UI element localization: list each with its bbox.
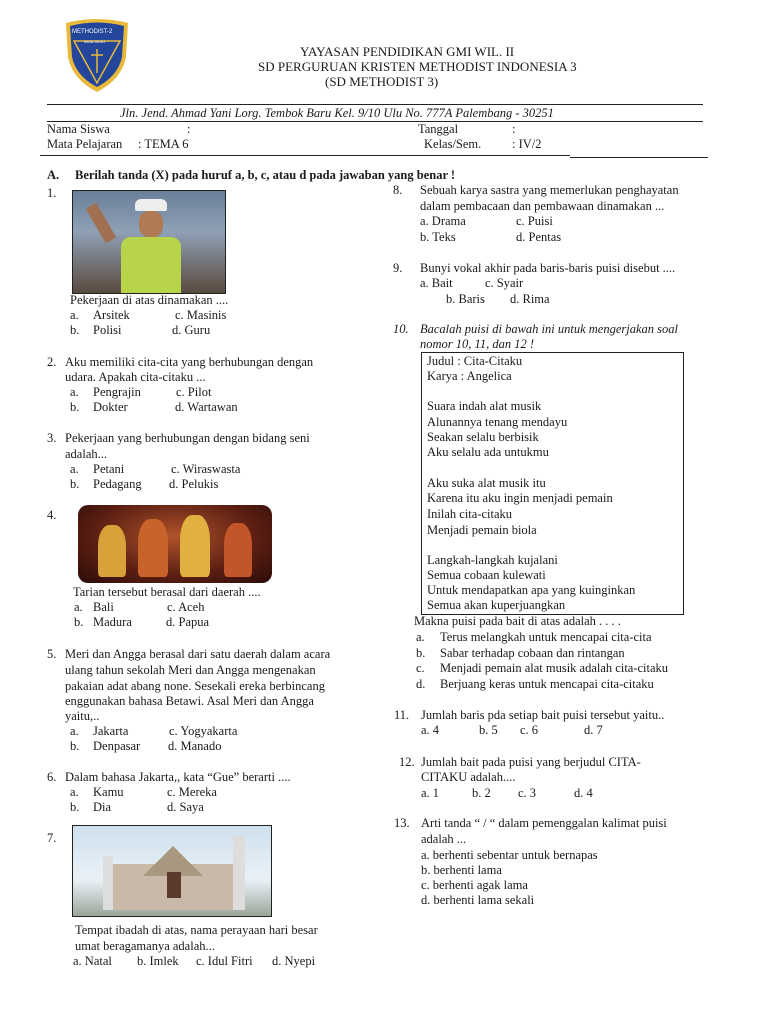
q4-question: Tarian tersebut berasal dari daerah .... <box>73 585 261 599</box>
poem-line: Langkah-langkah kujalani <box>427 553 558 567</box>
q7-option-c[interactable]: c. Idul Fitri <box>196 954 253 968</box>
q5-option-a[interactable]: a. <box>70 724 79 738</box>
q1-option-c[interactable]: c. Masinis <box>175 308 227 322</box>
q11-question: Jumlah baris pda setiap bait puisi tersebut yaitu.. <box>421 708 665 722</box>
q1-option-a[interactable]: a. <box>70 308 79 322</box>
poem-author: Karya : Angelica <box>427 369 512 383</box>
q7-question-line1: Tempat ibadah di atas, nama perayaan hari besar <box>75 923 318 937</box>
q6-option-a-text[interactable]: Kamu <box>93 785 124 799</box>
poem-line: Seakan selalu berbisik <box>427 430 539 444</box>
q5-question-line2: ulang tahun sekolah Meri dan Angga mengenakan <box>65 663 316 677</box>
q13-question-line2: adalah ... <box>421 832 467 846</box>
q3-option-d[interactable]: d. Pelukis <box>169 477 219 491</box>
q8-option-a[interactable]: a. Drama <box>420 214 466 228</box>
q12-option-d[interactable]: d. 4 <box>574 786 593 800</box>
q4-option-c[interactable]: c. Aceh <box>167 600 205 614</box>
q7-number: 7. <box>47 831 57 845</box>
q10-number: 10. <box>393 322 409 336</box>
q1-option-a-text[interactable]: Arsitek <box>93 308 130 322</box>
org-line-1: YAYASAN PENDIDIKAN GMI WIL. II <box>300 44 515 59</box>
q13-number: 13. <box>394 816 410 830</box>
q10-option-a-text[interactable]: Terus melangkah untuk mencapai cita-cita <box>440 630 652 644</box>
q1-number: 1. <box>47 186 57 200</box>
q6-option-c[interactable]: c. Mereka <box>167 785 217 799</box>
q12-option-c[interactable]: c. 3 <box>518 786 537 800</box>
logo-text: METHODIST-2 <box>72 29 113 35</box>
q2-option-b[interactable]: b. <box>70 400 80 414</box>
q5-question-line4: enggunakan bahasa Betawi. Asal Meri dan Angga <box>65 694 314 708</box>
header-rule-bottom <box>47 121 703 122</box>
q4-option-b-text[interactable]: Madura <box>93 615 132 629</box>
q3-option-a[interactable]: a. <box>70 462 79 476</box>
form-rule-right <box>570 157 708 158</box>
q10-instruction-line2: nomor 10, 11, dan 12 ! <box>420 337 535 351</box>
q5-question-line1: Meri dan Angga berasal dari satu daerah dalam acara <box>65 647 331 661</box>
name-field[interactable]: : <box>187 122 191 136</box>
q7-option-b[interactable]: b. Imlek <box>137 954 179 968</box>
q7-option-a[interactable]: a. Natal <box>73 954 112 968</box>
q8-option-b[interactable]: b. Teks <box>420 230 456 244</box>
org-line-2: SD PERGURUAN KRISTEN METHODIST INDONESIA 3 <box>258 59 577 74</box>
school-address: Jln. Jend. Ahmad Yani Lorg. Tembok Baru Kel. 9/10 Ulu No. 777A Palembang - 30251 <box>120 106 554 120</box>
school-logo <box>62 17 132 93</box>
q11-option-a[interactable]: a. 4 <box>421 723 440 737</box>
q5-option-c[interactable]: c. Yogyakarta <box>169 724 238 738</box>
q5-question-line3: pakaian adat abang none. Sesekali ereka berbincang <box>65 679 325 693</box>
q6-question: Dalam bahasa Jakarta,, kata “Gue” berarti .... <box>65 770 291 784</box>
q3-option-a-text[interactable]: Petani <box>93 462 125 476</box>
q7-option-d[interactable]: d. Nyepi <box>272 954 316 968</box>
logo-motto: AKAL BUDI <box>84 39 105 44</box>
date-label: Tanggal <box>418 122 459 136</box>
q5-question-line5: yaitu,.. <box>65 709 100 723</box>
q3-question-line1: Pekerjaan yang berhubungan dengan bidang seni <box>65 431 310 445</box>
q4-option-d[interactable]: d. Papua <box>166 615 210 629</box>
q11-number: 11. <box>394 708 410 722</box>
class-label: Kelas/Sem. <box>424 137 482 151</box>
q7-question-line2: umat beragamanya adalah... <box>75 939 215 953</box>
q2-option-b-text[interactable]: Dokter <box>93 400 128 414</box>
q2-option-a[interactable]: a. <box>70 385 79 399</box>
q11-option-d[interactable]: d. 7 <box>584 723 603 737</box>
q3-option-b-text[interactable]: Pedagang <box>93 477 142 491</box>
q10-option-d-text[interactable]: Berjuang keras untuk mencapai cita-citaku <box>440 677 654 691</box>
poem-line: Karena itu aku ingin menjadi pemain <box>427 491 613 505</box>
q9-question: Bunyi vokal akhir pada baris-baris puisi disebut .... <box>420 261 676 275</box>
q6-option-d[interactable]: d. Saya <box>167 800 204 814</box>
q13-option-c[interactable]: c. berhenti agak lama <box>421 878 528 892</box>
q8-option-c[interactable]: c. Puisi <box>516 214 553 228</box>
q13-option-d[interactable]: d. berhenti lama sekali <box>421 893 535 907</box>
org-line-3: (SD METHODIST 3) <box>325 74 439 89</box>
q3-number: 3. <box>47 431 57 445</box>
q13-option-a[interactable]: a. berhenti sebentar untuk bernapas <box>421 848 598 862</box>
q13-option-b[interactable]: b. berhenti lama <box>421 863 502 877</box>
q4-option-b[interactable]: b. <box>74 615 84 629</box>
header-rule-top <box>47 104 703 105</box>
name-label: Nama Siswa <box>47 122 110 136</box>
q5-option-b-text[interactable]: Denpasar <box>93 739 141 753</box>
q10-option-c[interactable]: c. <box>416 661 425 675</box>
q11-option-c[interactable]: c. 6 <box>520 723 539 737</box>
q2-option-a-text[interactable]: Pengrajin <box>93 385 141 399</box>
section-instruction: Berilah tanda (X) pada huruf a, b, c, atau d pada jawaban yang benar ! <box>75 168 456 182</box>
q8-option-d[interactable]: d. Pentas <box>516 230 562 244</box>
q5-number: 5. <box>47 647 57 661</box>
poem-line: Semua cobaan kulewati <box>427 568 546 582</box>
q11-option-b[interactable]: b. 5 <box>479 723 498 737</box>
q10-option-b-text[interactable]: Sabar terhadap cobaan dan rintangan <box>440 646 625 660</box>
q8-question-line2: dalam pembacaan dan pembawaan dinamakan ... <box>420 199 665 213</box>
dancers-photo <box>78 505 272 583</box>
subject-label: Mata Pelajaran <box>47 137 123 151</box>
q10-option-a[interactable]: a. <box>416 630 425 644</box>
q1-option-d[interactable]: d. Guru <box>172 323 211 337</box>
q9-option-c[interactable]: c. Syair <box>485 276 524 290</box>
poem-line: Suara indah alat musik <box>427 399 542 413</box>
q12-option-a[interactable]: a. 1 <box>421 786 440 800</box>
q8-question-line1: Sebuah karya sastra yang memerlukan penghayatan <box>420 183 679 197</box>
q3-option-b[interactable]: b. <box>70 477 80 491</box>
poem-title: Judul : Cita-Citaku <box>427 354 523 368</box>
poem-line: Semua akan kuperjuangkan <box>427 598 566 612</box>
q1-question: Pekerjaan di atas dinamakan .... <box>70 293 229 307</box>
poem-line: Alunannya tenang mendayu <box>427 415 568 429</box>
q5-option-b[interactable]: b. <box>70 739 80 753</box>
q2-question-line1: Aku memiliki cita-cita yang berhubungan dengan <box>65 355 314 369</box>
q9-option-d[interactable]: d. Rima <box>510 292 550 306</box>
q6-number: 6. <box>47 770 57 784</box>
q3-question-line2: adalah... <box>65 447 107 461</box>
q8-number: 8. <box>393 183 403 197</box>
q9-number: 9. <box>393 261 403 275</box>
poem-line: Inilah cita-citaku <box>427 507 513 521</box>
class-value: : IV/2 <box>512 137 542 151</box>
q4-option-a[interactable]: a. <box>74 600 83 614</box>
poem-line: Untuk mendapatkan apa yang kuinginkan <box>427 583 636 597</box>
date-field[interactable]: : <box>512 122 516 136</box>
section-letter: A. <box>47 168 60 182</box>
poem-line: Aku selalu ada untukmu <box>427 445 549 459</box>
q2-question-line2: udara. Apakah cita-citaku ... <box>65 370 206 384</box>
church-photo <box>72 825 272 917</box>
q4-number: 4. <box>47 508 57 522</box>
q3-option-c[interactable]: c. Wiraswasta <box>171 462 241 476</box>
q5-option-d[interactable]: d. Manado <box>168 739 222 753</box>
q12-number: 12. <box>399 755 415 769</box>
q6-option-a[interactable]: a. <box>70 785 79 799</box>
q4-option-a-text[interactable]: Bali <box>93 600 114 614</box>
q9-option-a[interactable]: a. Bait <box>420 276 453 290</box>
q2-option-d[interactable]: d. Wartawan <box>175 400 238 414</box>
q2-option-c[interactable]: c. Pilot <box>176 385 212 399</box>
q12-question-line2: CITAKU adalah.... <box>421 770 516 784</box>
poem-line: Aku suka alat musik itu <box>427 476 546 490</box>
q6-option-b-text[interactable]: Dia <box>93 800 112 814</box>
poem-line: Menjadi pemain biola <box>427 523 537 537</box>
q10-option-d[interactable]: d. <box>416 677 426 691</box>
q9-option-b[interactable]: b. Baris <box>446 292 485 306</box>
form-rule <box>40 155 570 156</box>
q1-option-b[interactable]: b. <box>70 323 80 337</box>
q12-option-b[interactable]: b. 2 <box>472 786 491 800</box>
q10-option-b[interactable]: b. <box>416 646 426 660</box>
q10-question: Makna puisi pada bait di atas adalah . . . . <box>414 614 621 628</box>
q10-instruction-line1: Bacalah puisi di bawah ini untuk mengerjakan soal <box>420 322 678 336</box>
q12-question-line1: Jumlah bait pada puisi yang berjudul CITA- <box>421 755 641 769</box>
q13-question-line1: Arti tanda “ / “ dalam pemenggalan kalimat puisi <box>421 816 667 830</box>
q10-option-c-text[interactable]: Menjadi pemain alat musik adalah cita-citaku <box>440 661 669 675</box>
q5-option-a-text[interactable]: Jakarta <box>93 724 129 738</box>
q6-option-b[interactable]: b. <box>70 800 80 814</box>
q1-option-b-text[interactable]: Polisi <box>93 323 122 337</box>
q2-number: 2. <box>47 355 57 369</box>
subject-value: : TEMA 6 <box>138 137 189 151</box>
policeman-photo <box>72 190 226 294</box>
